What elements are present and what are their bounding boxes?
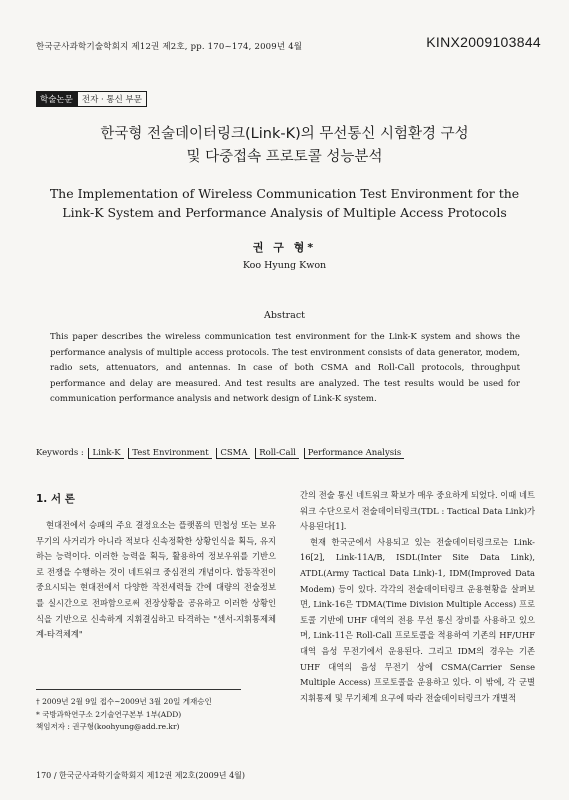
abstract-text: This paper describes the wireless communication test environment for the Link-K system and shows the performance analysis of multiple access protocols. The test environment consists of data generator, modem, radio sets, attenuators, and antennas. In case of both CSMA and Roll-Call protocols, throughput performance and delay are measured. And test results are analyzed. The test results would be used for communication performance analysis and network design of Link-K system. (50, 332, 520, 404)
journal-header: 한국군사과학기술학회지 제12권 제2호, pp. 170~174, 2009년 4월 (36, 42, 303, 52)
category-box (36, 91, 147, 107)
keyword-item: Link-K (88, 448, 123, 459)
keyword-item: CSMA (216, 448, 250, 459)
footnote-corresponding: 책임저자 : 권구형(koohyung@add.re.kr) (36, 722, 180, 731)
page-footer: 170 / 한국군사과학기술학회지 제12권 제2호(2009년 4월) (36, 771, 246, 780)
intro-paragraph-right-1: 간의 전술 통신 네트워크 확보가 매우 중요하게 되었다. 이때 네트워크 수단으로서 전술데이터링크(TDL : Tactical Data Link)가 사용된다[1]. (300, 490, 535, 532)
keyword-item: Roll-Call (255, 448, 299, 459)
author-english-name: Koo Hyung Kwon (242, 260, 327, 271)
footnote-divider (36, 689, 241, 690)
paper-field-label: 전자 · 통신 부문 (77, 91, 147, 107)
english-title (0, 184, 569, 222)
english-title-line-1: The Implementation of Wireless Communication Test Environment for the (49, 186, 520, 201)
intro-paragraph-right-2: 현재 한국군에서 사용되고 있는 전술데이터링크로는 Link-16[2], Link-11A/B, ISDL(Inter Site Data Link), ATDL(Army Tactical Data Link)-1, IDM(Improved Data Modem) 등이 있다. 각각의 전술데이터링크 운용현황을 살펴보면, Link-16은 TDMA(Time Division Multiple Access) 프로토콜 기반에 UHF 대역의 전용 무선 통신 장비를 사용하고 있으며, Link-11은 Roll-Call 프로토콜을 적용하여 기존의 HF/UHF 대역 음성 무전기에서 운용된다. 그리고 IDM의 경우는 기존 UHF 대역의 음성 무전기 상에 CSMA(Carrier Sense Multiple Access) 프로토콜을 운용하고 있다. 이 밖에, 각 군별 지휘통제 및 무기체계 요구에 따라 전술데이터링크가 개별적 (300, 536, 535, 703)
paper-type-label: 학술논문 (36, 91, 77, 107)
footnotes (36, 696, 212, 734)
footnote-received: † 2009년 2월 9일 접수~2009년 3월 20일 게재승인 (36, 697, 212, 706)
keywords-line (36, 448, 404, 459)
abstract-heading: Abstract (264, 310, 305, 321)
author-korean-name: 권 구 형* (252, 241, 317, 254)
keyword-item: Test Environment (128, 448, 211, 459)
korean-title-line-2: 및 다중접속 프로토콜 성능분석 (186, 149, 383, 165)
keywords-label: Keywords : (36, 448, 84, 458)
section-heading: 1. 서 론 (36, 493, 75, 505)
korean-title-line-1: 한국형 전술데이터링크(Link-K)의 무선통신 시험환경 구성 (100, 126, 469, 142)
document-id: KINX2009103844 (426, 34, 541, 50)
intro-right-column (300, 488, 535, 706)
intro-paragraph-left: 현대전에서 승패의 주요 결정요소는 플랫폼의 민첩성 또는 보유 무기의 사거리가 아니라 적보다 신속정확한 상황인식을 획득, 유지하는 능력이다. 이러한 능력을 획득, 활용하여 정보우위를 기반으로 전쟁을 수행하는 것이 네트워크 중심전의 개념이다. 합동작전이 중요시되는 현대전에서 다양한 작전세력들 간에 대량의 전술정보를 실시간으로 전파함으로써 전장상황을 공유하고 이러한 상황인식을 기반으로 신속하게 지휘결심하고 타격하는 "센서-지휘통제체계-타격체계" (36, 520, 276, 640)
footnote-affiliation: * 국방과학연구소 2기술연구본부 1부(ADD) (36, 709, 182, 719)
keyword-item: Performance Analysis (304, 448, 405, 459)
english-title-line-2: Link-K System and Performance Analysis of Multiple Access Protocols (62, 205, 507, 220)
